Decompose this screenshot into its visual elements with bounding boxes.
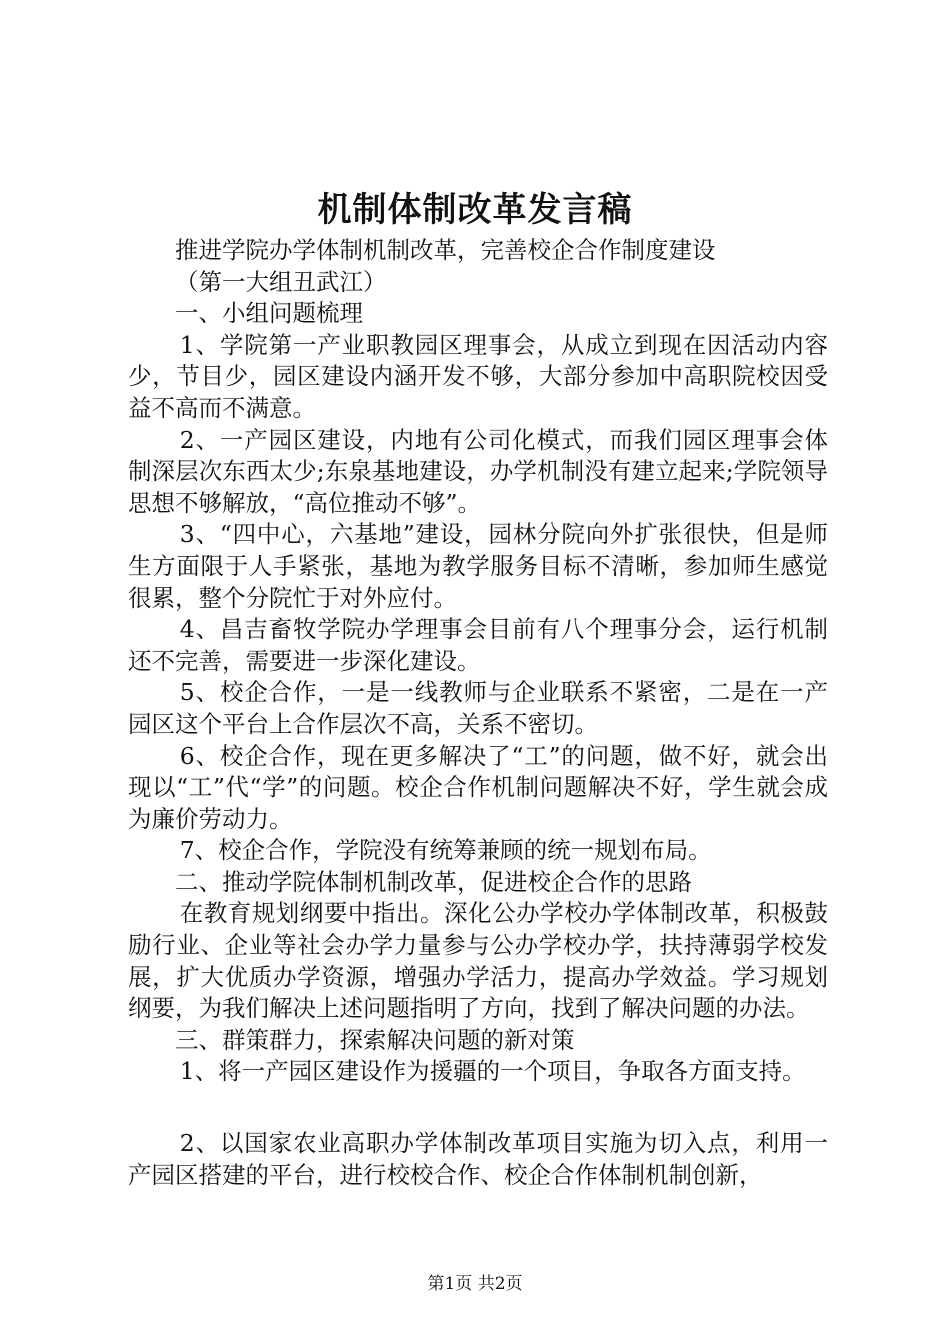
section-heading-1: 一、小组问题梳理 — [175, 299, 363, 328]
paragraph-issue-6: 6、校企合作，现在更多解决了“工”的问题，做不好，就会出现以“工”代“学”的问题。校企合作机制问题解决不好，学生就会成为廉价劳动力。 — [128, 741, 828, 833]
document-body — [128, 235, 828, 1191]
paragraph-issue-4: 4、昌吉畜牧学院办学理事会目前有八个理事分会，运行机制还不完善，需要进一步深化建设。 — [128, 615, 828, 675]
document-title: 机制体制改革发言稿 — [317, 190, 633, 230]
page-footer: 第1页 共2页 — [427, 1274, 523, 1294]
section-heading-3: 三、群策群力，探索解决问题的新对策 — [175, 1025, 575, 1054]
paragraph-measure-2: 2、以国家农业高职办学体制改革项目实施为切入点，利用一产园区搭建的平台，进行校校合作、校企合作体制机制创新， — [128, 1129, 828, 1189]
paragraph-issue-1: 1、学院第一产业职教园区理事会，从成立到现在因活动内容少，节目少，园区建设内涵开发不够，大部分参加中高职院校因受益不高而不满意。 — [128, 330, 828, 422]
paragraph-approach: 在教育规划纲要中指出。深化公办学校办学体制改革，积极鼓励行业、企业等社会办学力量参与公办学校办学，扶持薄弱学校发展，扩大优质办学资源，增强办学活力，提高办学效益。学习规划纲要，为我们解决上述问题指明了方向，找到了解决问题的办法。 — [128, 899, 828, 1023]
section-heading-2: 二、推动学院体制机制改革，促进校企合作的思路 — [175, 867, 692, 896]
subtitle: 推进学院办学体制机制改革，完善校企合作制度建设 — [175, 236, 716, 264]
paragraph-measure-1: 1、将一产园区建设作为援疆的一个项目，争取各方面支持。 — [179, 1057, 806, 1086]
author-line: （第一大组丑武江） — [175, 267, 387, 296]
paragraph-issue-5: 5、校企合作，一是一线教师与企业联系不紧密，二是在一产园区这个平台上合作层次不高，关系不密切。 — [128, 678, 828, 738]
paragraph-issue-3: 3、“四中心，六基地”建设，园林分院向外扩张很快，但是师生方面限于人手紧张，基地为教学服务目标不清晰，参加师生感觉很累，整个分院忙于对外应付。 — [128, 520, 828, 612]
paragraph-issue-7: 7、校企合作，学院没有统筹兼顾的统一规划布局。 — [179, 836, 712, 865]
paragraph-issue-2: 2、一产园区建设，内地有公司化模式，而我们园区理事会体制深层次东西太少;东泉基地建设，办学机制没有建立起来;学院领导思想不够解放，“高位推动不够”。 — [128, 425, 828, 517]
